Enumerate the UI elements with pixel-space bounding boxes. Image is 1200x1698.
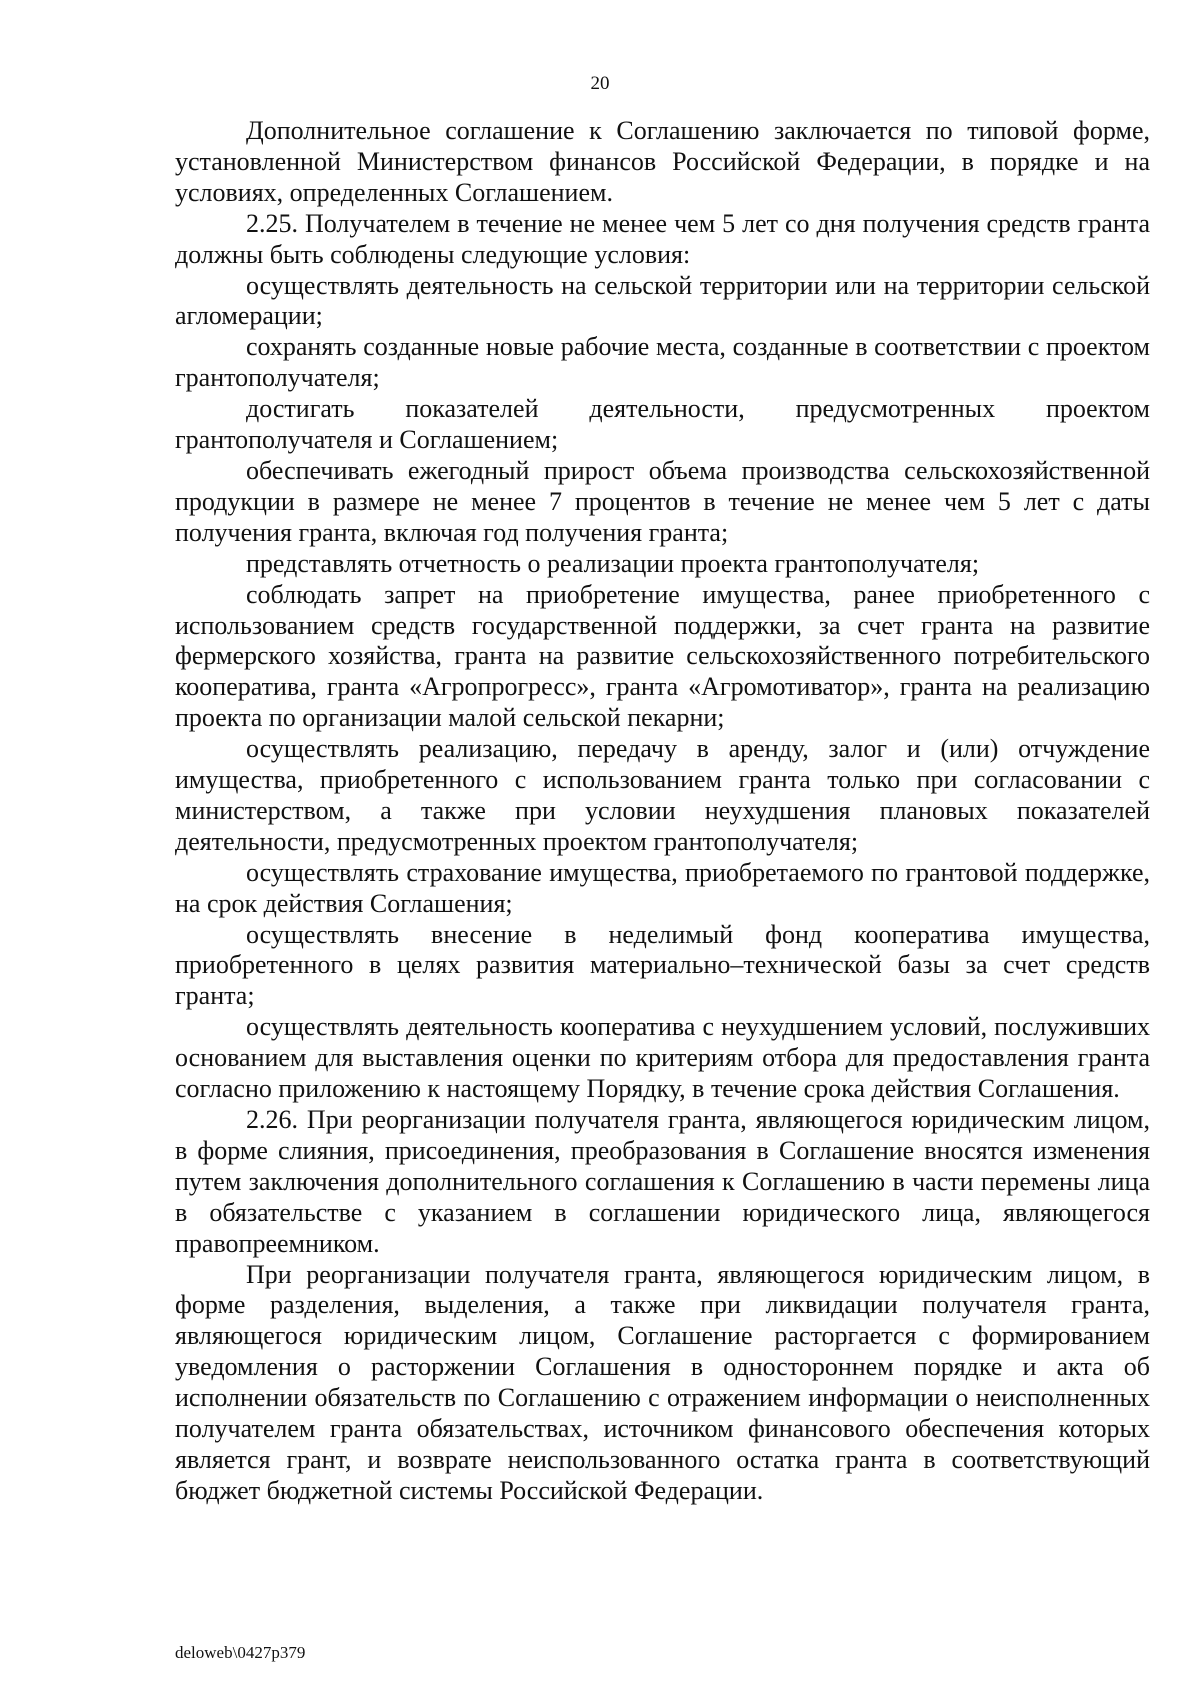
condition-indivisible-fund: осуществлять внесение в неделимый фонд кооператива имущества, приобретенного в целях развития материально–технической базы за счет средств гранта; (175, 919, 1150, 1011)
condition-property-disposal: осуществлять реализацию, передачу в аренду, залог и (или) отчуждение имущества, приобретенного с использованием гранта только при согласовании с министерством, а также при условии неухудшения плановых показателей деятельности, предусмотренных проектом грантополучателя; (175, 734, 1150, 856)
page-number: 20 (590, 73, 610, 94)
condition-acquisition-ban: соблюдать запрет на приобретение имущества, ранее приобретенного с использованием средств государственной поддержки, за счет гранта на развитие фермерского хозяйства, гранта на развитие сельскохозяйственного потребительского кооператива, гранта «Агропрогресс», гранта «Агромотиватор», гранта на реализацию проекта по организации малой сельской пекарни; (175, 579, 1150, 733)
condition-insurance: осуществлять страхование имущества, приобретаемого по грантовой поддержке, на срок действия Соглашения; (175, 857, 1150, 918)
condition-achieve-indicators: достигать показателей деятельности, предусмотренных проектом грантополучателя и Соглашением; (175, 394, 1150, 455)
condition-rural-territory: осуществлять деятельность на сельской территории или на территории сельской агломерации; (175, 270, 1150, 331)
paragraph-reorganization-termination: При реорганизации получателя гранта, являющегося юридическим лицом, в форме разделения, выделения, а также при ликвидации получателя гранта, являющегося юридическим лицом, Соглашение расторгается с формированием уведомления о расторжении Соглашения в одностороннем порядке и акта об исполнении обязательств по Соглашению с отражением информации о неисполненных получателем гранта обязательствах, источником финансового обеспечения которых является грант, и возврате неиспользованного остатка гранта в соответствующий бюджет бюджетной системы Российской Федерации. (175, 1259, 1150, 1505)
paragraph-2-26: 2.26. При реорганизации получателя гранта, являющегося юридическим лицом, в форме слияния, присоединения, преобразования в Соглашение вносятся изменения путем заключения дополнительного соглашения к Соглашению в части перемены лица в обязательстве с указанием в соглашении юридического лица, являющегося правопреемником. (175, 1105, 1150, 1258)
paragraph-2-25: 2.25. Получателем в течение не менее чем 5 лет со дня получения средств гранта должны быть соблюдены следующие условия: (175, 208, 1150, 269)
condition-cooperative-activity: осуществлять деятельность кооператива с неухудшением условий, послуживших основанием для выставления оценки по критериям отбора для предоставления гранта согласно приложению к настоящему Порядку, в течение срока действия Соглашения. (175, 1012, 1150, 1104)
condition-reporting: представлять отчетность о реализации проекта грантополучателя; (246, 548, 980, 578)
document-body (175, 116, 1150, 1507)
footer-document-code: deloweb\0427p379 (175, 1643, 306, 1662)
condition-keep-jobs: сохранять созданные новые рабочие места, созданные в соответствии с проектом грантополучателя; (175, 332, 1150, 393)
condition-production-growth: обеспечивать ежегодный прирост объема производства сельскохозяйственной продукции в размере не менее 7 процентов в течение не менее чем 5 лет с даты получения гранта, включая год получения гранта; (175, 455, 1150, 547)
paragraph-additional-agreement: Дополнительное соглашение к Соглашению заключается по типовой форме, установленной Министерством финансов Российской Федерации, в порядке и на условиях, определенных Соглашением. (175, 116, 1150, 207)
